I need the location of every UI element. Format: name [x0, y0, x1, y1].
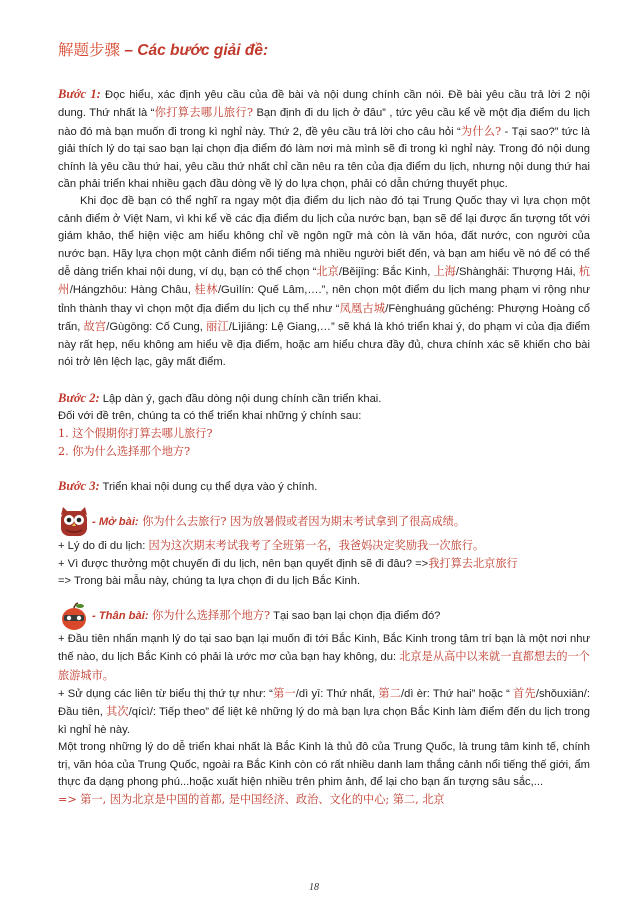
- step1-p2-run-8: /Guìlín: Quế Lâm,….”, nên chọn một điểm du lịch mang phạm vi rộng như tỉnh thành thay vì chọn một địa điểm du lịch cụ thể như “: [58, 284, 590, 315]
- title-chinese: 解题步骤: [58, 41, 121, 59]
- thanbai-chinese: 你为什么选择那个地方?: [148, 608, 270, 622]
- thanbai-p1-cn: 北京是从高中以来就一直都想去的一个旅游城市。: [58, 650, 590, 682]
- mobai-line-2-cn: 我打算去北京旅行: [428, 556, 518, 570]
- apple-mascot-icon: [58, 601, 90, 631]
- step1-paragraph-2: [58, 193, 590, 371]
- thanbai-paragraph-3: Một trong những lý do dễ triển khai nhất là Bắc Kinh là thủ đô của Trung Quốc, là trung tâm kinh tế, chính trị, văn hóa của Trung Quốc, ngoài ra Bắc Kinh còn có rất nhiều danh lam thắng cảnh nổi tiếng thế giới, ẩm thực đa dạng phong phú...hoặc xuất hiện nhiều trên phim ảnh, để lại cho bạn ấn tượng sâu sắc,...: [58, 741, 590, 788]
- step1-p2-run-13: 丽江: [206, 320, 229, 334]
- thanbai-p2-run-6: /shǒuxiān/: Đầu tiên,: [58, 687, 590, 719]
- step1-p1-run-0: Đọc hiểu, xác định yêu cầu của đề bài và nội dung chính cần nói. Đề bài yêu cầu trả lời 2 nội dung. Thứ nhất là “: [58, 89, 590, 120]
- step1-p2-run-2: /Běijīng: Bắc Kinh,: [338, 266, 434, 279]
- step1-paragraph: [58, 86, 590, 193]
- step1-p2-run-0: Khi đọc đề bạn có thể nghĩ ra ngay một địa điểm du lịch nào đó tại Trung Quốc thay vì lựa chọn một cảnh điểm ở Việt Nam, vì khi kể về các địa điểm du lịch của nước bạn, bạn sẽ để lại được ấn tượng tốt với giám khảo, thể hiện việc am hiểu không chỉ về ngôn ngữ mà còn là văn hóa, đất nước, con người của nước bạn. Hãy lựa chọn một cảnh điểm nổi tiếng mà nhiều người biết đến, và bạn am hiểu về nó để có thể dễ dàng triển khai nội dung, ví dụ, bạn có thể chọn “: [58, 195, 590, 279]
- step1-p1-run-2: Bạn định đi du lịch ở đâu” , tức yêu cầu kể về một địa điểm du lịch nào đó mà bạn muốn đi trong kì nghỉ này. Thứ 2, đề yêu cầu trả lời cho câu hỏi “: [58, 107, 590, 138]
- step2-item-2: 2. 你为什么选择那个地方?: [58, 444, 191, 458]
- step3-label: Bước 3:: [58, 479, 100, 494]
- step1-p2-run-14: /Lìjiāng: Lệ Giang,…” sẽ khá là khó triển khai ý, do phạm vi của địa điểm này rất hẹp, nếu không am hiểu về địa điểm, hoặc am hiểu chưa đầy đủ, chưa chính xác sẽ khiến cho bài nói trở lên lệch lạc, gây mất điểm.: [58, 321, 590, 369]
- thanbai-label: - Thân bài:: [92, 609, 149, 622]
- step2-text: Lập dàn ý, gạch đầu dòng nội dung chính cần triển khai.: [99, 392, 382, 405]
- step1-p2-run-5: 杭州: [58, 265, 590, 297]
- step1-text: [58, 89, 590, 190]
- thanbai-paragraph-1: [58, 631, 590, 685]
- step1-p2-run-9: 凤凰古城: [339, 301, 386, 315]
- mobai-line-3: => Trong bài mẫu này, chúng ta lựa chọn đi du lịch Bắc Kinh.: [58, 575, 361, 588]
- mobai-line-1-vi: + Lý do đi du lịch:: [58, 539, 149, 552]
- thanbai-heading: [58, 601, 590, 631]
- mobai-line-1-cn: 因为这次期末考试我考了全班第一名，我爸妈决定奖励我一次旅行。: [148, 538, 485, 552]
- mobai-heading: [58, 507, 590, 537]
- title-dash: –: [120, 42, 138, 59]
- thanbai-p2-run-2: /dì yī: Thứ nhất,: [295, 687, 379, 700]
- title-vietnamese: Các bước giải đề:: [137, 42, 269, 59]
- section-title: [58, 38, 590, 60]
- thanbai-p2-run-1: 第一: [272, 686, 296, 700]
- thanbai-p1-vi: + Đầu tiên nhấn mạnh lý do tại sao bạn lại muốn đi tới Bắc Kinh, Bắc Kinh trong tâm trí bạn là một nơi như thế nào, du lịch Bắc Kinh có phải là ước mơ của bạn hay không, du:: [58, 632, 590, 664]
- thanbai-paragraph-2: [58, 685, 590, 739]
- mobai-line-1: [58, 537, 590, 555]
- step1-p1-run-3: 为什么?: [460, 124, 502, 138]
- step1-p2-run-11: 故宫: [83, 320, 107, 334]
- thanbai-p2-run-7: 其次: [106, 705, 129, 719]
- mobai-line-2-vi: + Vì được thưởng một chuyến đi du lịch, nên bạn quyết định sẽ đi đâu? =>: [58, 557, 429, 570]
- step1-p1-run-4: - Tại sao?” tức là giải thích lý do tại sao bạn lại chọn địa điểm đó làm nơi mà mình sẽ đi trong kì nghỉ này. Trong đó nội dung chính là yêu cầu thứ hai, yêu cầu thứ nhất chỉ cần nêu ra tên của địa điểm du lịch, nhưng nội dung thứ hai cần phải triển khai nhiều gạch đầu dòng về lý do lựa chọn, phải có dẫn chứng thuyết phục.: [58, 125, 591, 191]
- step1-label: Bước 1:: [58, 87, 101, 101]
- thanbai-p2-run-0: + Sử dụng các liên từ biểu thị thứ tự như: “: [58, 687, 273, 700]
- thanbai-p2-run-8: /qícì/: Tiếp theo” để liệt kê những lý do mà bạn lựa chọn Bắc Kinh làm điểm đến du lịch trong kì nghỉ hè này.: [58, 706, 590, 736]
- step3-paragraph: [58, 478, 590, 496]
- thanbai-paragraph-4: [58, 791, 590, 809]
- mobai-line-2: [58, 555, 590, 573]
- document-page: [58, 38, 590, 810]
- step1-p2-run-1: 北京: [316, 265, 339, 279]
- thanbai-arrow: =>: [58, 793, 77, 807]
- thanbai-p4-cn: 第一, 因为北京是中国的首都, 是中国经济、政治、文化的中心; 第二, 北京: [76, 793, 445, 807]
- owl-mascot-icon: [58, 507, 90, 537]
- step1-p2-run-4: /Shànghǎi: Thượng Hải,: [455, 266, 579, 279]
- step3-text: Triển khai nội dung cụ thể dựa vào ý chính.: [99, 481, 318, 494]
- step2-line2: Đối với đề trên, chúng ta có thể triển khai những ý chính sau:: [58, 409, 362, 422]
- step2-item-1: 1. 这个假期你打算去哪儿旅行?: [58, 427, 213, 441]
- step2-paragraph: [58, 390, 590, 408]
- step1-p2-run-6: /Hángzhōu: Hàng Châu,: [69, 284, 195, 297]
- mobai-chinese: 你为什么去旅行? 因为放暑假或者因为期末考试拿到了很高成绩。: [138, 514, 466, 528]
- step1-p2-run-12: /Gùgōng: Cố Cung,: [106, 321, 207, 334]
- thanbai-vietnamese: Tại sao bạn lại chọn địa điểm đó?: [270, 609, 441, 622]
- step1-p2-run-3: 上海: [433, 265, 456, 279]
- page-number: 18: [309, 882, 319, 893]
- mobai-label: - Mở bài:: [92, 515, 139, 528]
- step1-p2-run-7: 桂林: [194, 283, 218, 297]
- step1-p2-run-10: /Fènghuáng gǔchéng: Phượng Hoàng cổ trấn,: [58, 302, 590, 334]
- thanbai-p2-run-4: /dì èr: Thứ hai” hoặc “: [401, 687, 514, 700]
- step1-p1-run-1: 你打算去哪儿旅行?: [154, 106, 253, 120]
- thanbai-p2-run-3: 第二: [378, 686, 402, 700]
- thanbai-p2-run-5: 首先: [513, 686, 536, 700]
- step2-label: Bước 2:: [58, 390, 100, 405]
